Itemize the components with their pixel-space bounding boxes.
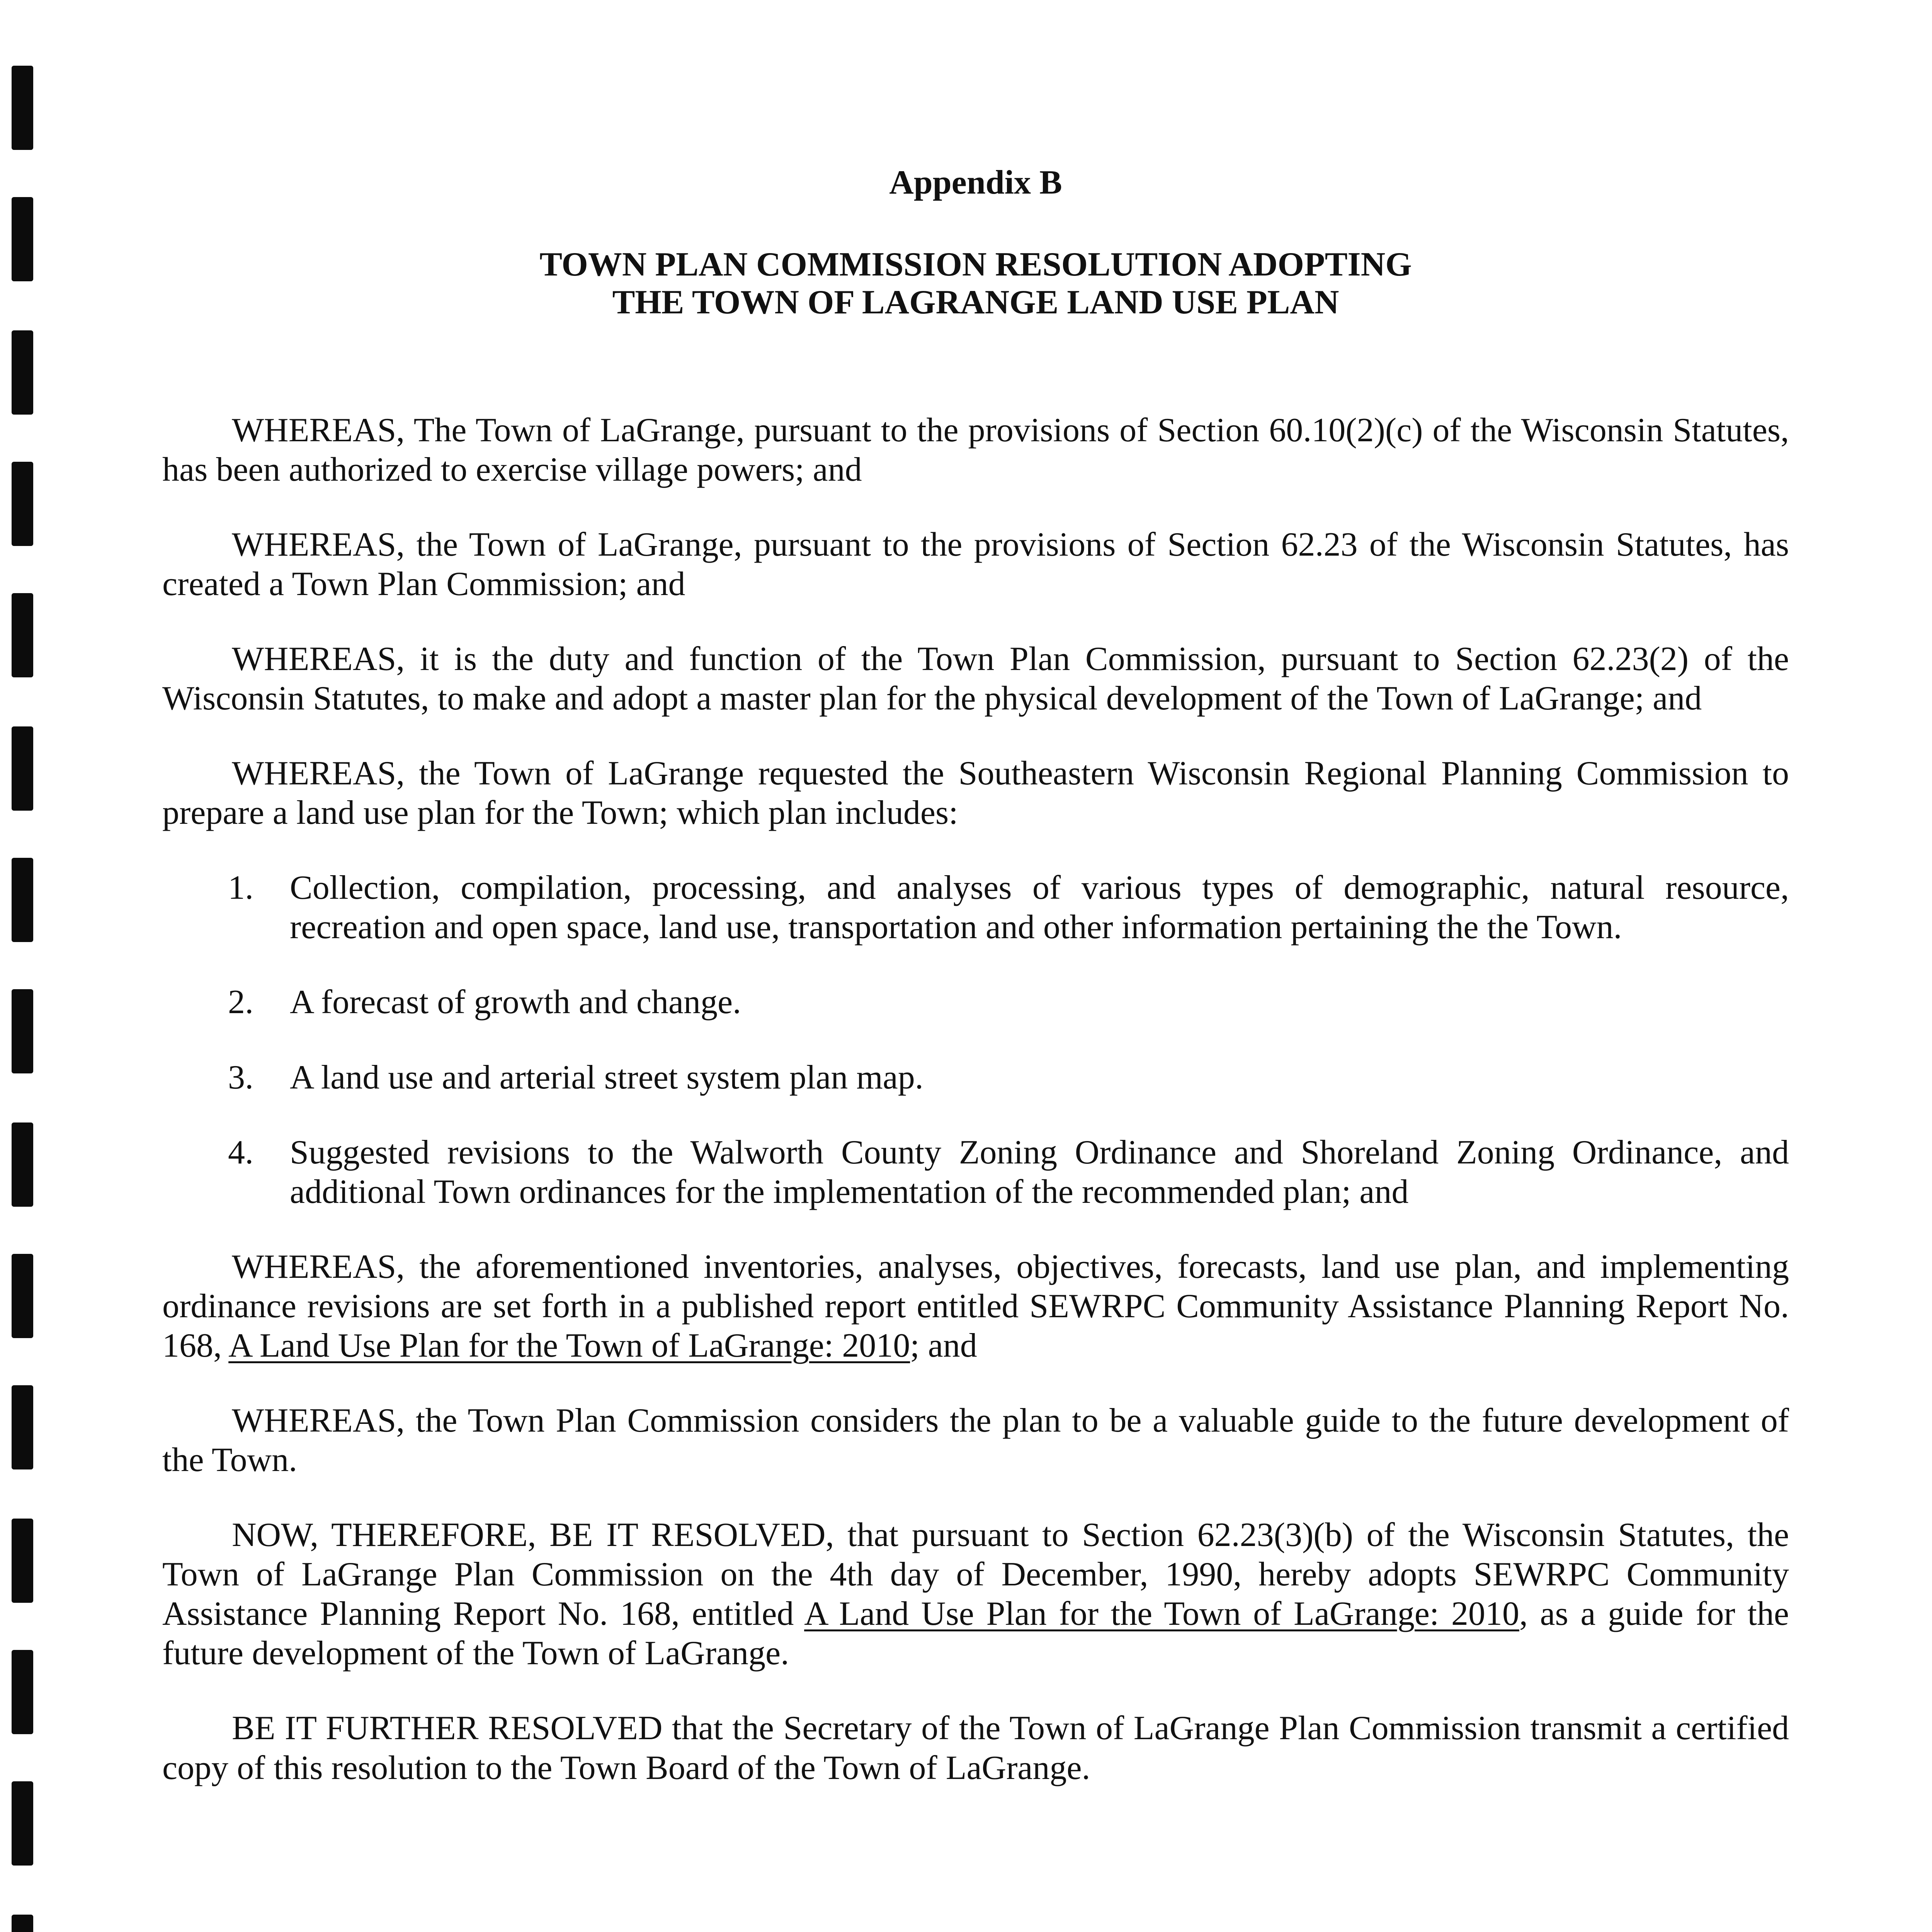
binder-punch-marks	[12, 0, 35, 1932]
paragraph-text: WHEREAS, the aforementioned inventories, analyses, objectives, forecasts, land use plan, and implementing ordinance revisions are set forth in a published report entitled SEWRPC Community Assistance Planning Report No. 168,	[162, 1248, 1789, 1364]
binder-mark	[12, 1915, 33, 1932]
whereas-paragraph: WHEREAS, the Town of LaGrange, pursuant to the provisions of Section 62.23 of the Wisconsin Statutes, has created a Town Plan Commission; and	[162, 526, 1789, 603]
list-item-text: A forecast of growth and change.	[290, 983, 742, 1021]
report-title: A Land Use Plan for the Town of LaGrange: 2010	[804, 1595, 1519, 1633]
binder-mark	[12, 593, 33, 677]
plan-contents-list	[162, 868, 1789, 1211]
further-resolved-paragraph: BE IT FURTHER RESOLVED that the Secretary of the Town of LaGrange Plan Commission transmit a certified copy of this resolution to the Town Board of the Town of LaGrange.	[162, 1709, 1789, 1787]
list-item-number: 3.	[228, 1058, 253, 1096]
binder-mark	[12, 989, 33, 1073]
list-item-number: 1.	[228, 869, 253, 907]
list-item-number: 4.	[228, 1133, 253, 1171]
list-item	[162, 983, 1789, 1022]
list-item-text: A land use and arterial street system plan map.	[290, 1058, 923, 1096]
paragraph-text: , as a guide for the future development of the Town of LaGrange.	[162, 1595, 1789, 1672]
binder-mark	[12, 1254, 33, 1338]
list-item	[162, 868, 1789, 947]
whereas-paragraph: WHEREAS, it is the duty and function of the Town Plan Commission, pursuant to Section 62.23(2) of the Wisconsin Statutes, to make and adopt a master plan for the physical development of the Town of LaGrange; and	[162, 640, 1789, 718]
list-item	[162, 1058, 1789, 1097]
whereas-paragraph: WHEREAS, the Town of LaGrange requested the Southeastern Wisconsin Regional Planning Commission to prepare a land use plan for the Town; which plan includes:	[162, 755, 1789, 832]
resolution-title-line: THE TOWN OF LAGRANGE LAND USE PLAN	[612, 284, 1339, 321]
binder-mark	[12, 1650, 33, 1734]
list-item-text: Suggested revisions to the Walworth County Zoning Ordinance and Shoreland Zoning Ordinance, and additional Town ordinances for the implementation of the recommended plan; and	[290, 1133, 1789, 1211]
binder-mark	[12, 330, 33, 415]
whereas-paragraph: WHEREAS, The Town of LaGrange, pursuant to the provisions of Section 60.10(2)(c) of the Wisconsin Statutes, has been authorized to exercise village powers; and	[162, 411, 1789, 488]
document-page	[162, 162, 1789, 1823]
binder-mark	[12, 726, 33, 811]
whereas-paragraph: WHEREAS, the Town Plan Commission considers the plan to be a valuable guide to the future development of the Town.	[162, 1402, 1789, 1479]
resolution-title-line: TOWN PLAN COMMISSION RESOLUTION ADOPTING	[539, 245, 1412, 283]
binder-mark	[12, 1122, 33, 1207]
paragraph-text: NOW, THEREFORE, BE IT RESOLVED, that pursuant to Section 62.23(3)(b) of the Wisconsin Statutes, the Town of LaGrange Plan Commission on the 4th day of December, 1990, hereby adopts SEWRPC Community Assistance Planning Report No. 168, entitled	[162, 1516, 1789, 1633]
list-item-text: Collection, compilation, processing, and analyses of various types of demographic, natural resource, recreation and open space, land use, transportation and other information pertaining the the Town.	[290, 869, 1789, 946]
resolution-title	[162, 246, 1789, 322]
binder-mark	[12, 1781, 33, 1866]
binder-mark	[12, 1519, 33, 1603]
list-item	[162, 1133, 1789, 1212]
appendix-heading: Appendix B	[889, 164, 1062, 201]
whereas-paragraph	[162, 1247, 1789, 1366]
resolved-paragraph	[162, 1515, 1789, 1673]
report-title: A Land Use Plan for the Town of LaGrange: 2010	[228, 1327, 910, 1364]
list-item-number: 2.	[228, 983, 253, 1021]
binder-mark	[12, 1385, 33, 1469]
binder-mark	[12, 66, 33, 150]
paragraph-text: ; and	[910, 1327, 977, 1364]
binder-mark	[12, 462, 33, 546]
binder-mark	[12, 197, 33, 281]
binder-mark	[12, 858, 33, 942]
